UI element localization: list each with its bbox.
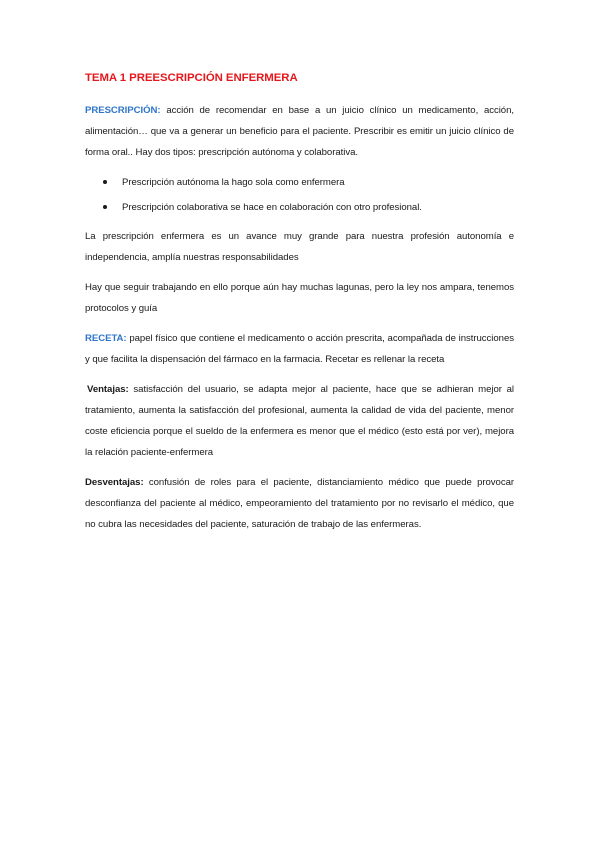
desventajas-text: confusión de roles para el paciente, distanciamiento médico que puede provocar desconfianza del paciente al médico, empeoramiento del tratamiento por no revisarlo el médico, que no cubra las necesidades del paciente, saturación de trabajo de las enfermeras. <box>85 477 514 530</box>
document-title: TEMA 1 PREESCRIPCIÓN ENFERMERA <box>85 72 298 84</box>
list-item <box>85 172 514 193</box>
receta-text: papel físico que contiene el medicamento o acción prescrita, acompañada de instrucciones y que facilita la dispensación del fármaco en la farmacia. Recetar es rellenar la receta <box>85 333 514 365</box>
prescripcion-term: PRESCRIPCIÓN: <box>85 105 161 116</box>
prescription-types-list <box>85 172 514 218</box>
seguir-paragraph: Hay que seguir trabajando en ello porque aún hay muchas lagunas, pero la ley nos ampara, tenemos protocolos y guía <box>85 282 514 314</box>
bullet-icon <box>103 205 107 209</box>
ventajas-text: satisfacción del usuario, se adapta mejor al paciente, hace que se adhieran mejor al tratamiento, aumenta la satisfacción del profesional, aumenta la calidad de vida del paciente, menor coste eficiencia porque el sueldo de la enfermera es menor que el médico (esto está por ver), mejora la relación paciente-enfermera <box>85 384 514 458</box>
receta-term: RECETA: <box>85 333 127 344</box>
ventajas-term: Ventajas: <box>87 384 129 395</box>
avance-paragraph: La prescripción enfermera es un avance muy grande para nuestra profesión autonomía e independencia, amplía nuestras responsabilidades <box>85 231 514 263</box>
ventajas-paragraph <box>85 379 514 463</box>
desventajas-term: Desventajas: <box>85 477 144 488</box>
list-item-text: Prescripción colaborativa se hace en colaboración con otro profesional. <box>122 202 422 213</box>
list-item-text: Prescripción autónoma la hago sola como enfermera <box>122 177 345 188</box>
desventajas-paragraph <box>85 472 514 535</box>
bullet-icon <box>103 180 107 184</box>
document-body <box>85 70 514 544</box>
prescripcion-paragraph <box>85 100 514 163</box>
list-item <box>85 197 514 218</box>
receta-paragraph <box>85 328 514 370</box>
prescripcion-text: acción de recomendar en base a un juicio clínico un medicamento, acción, alimentación… que va a generar un beneficio para el paciente. Prescribir es emitir un juicio clínico de forma oral.. Hay dos tipos: prescripción autónoma y colaborativa. <box>85 105 514 158</box>
